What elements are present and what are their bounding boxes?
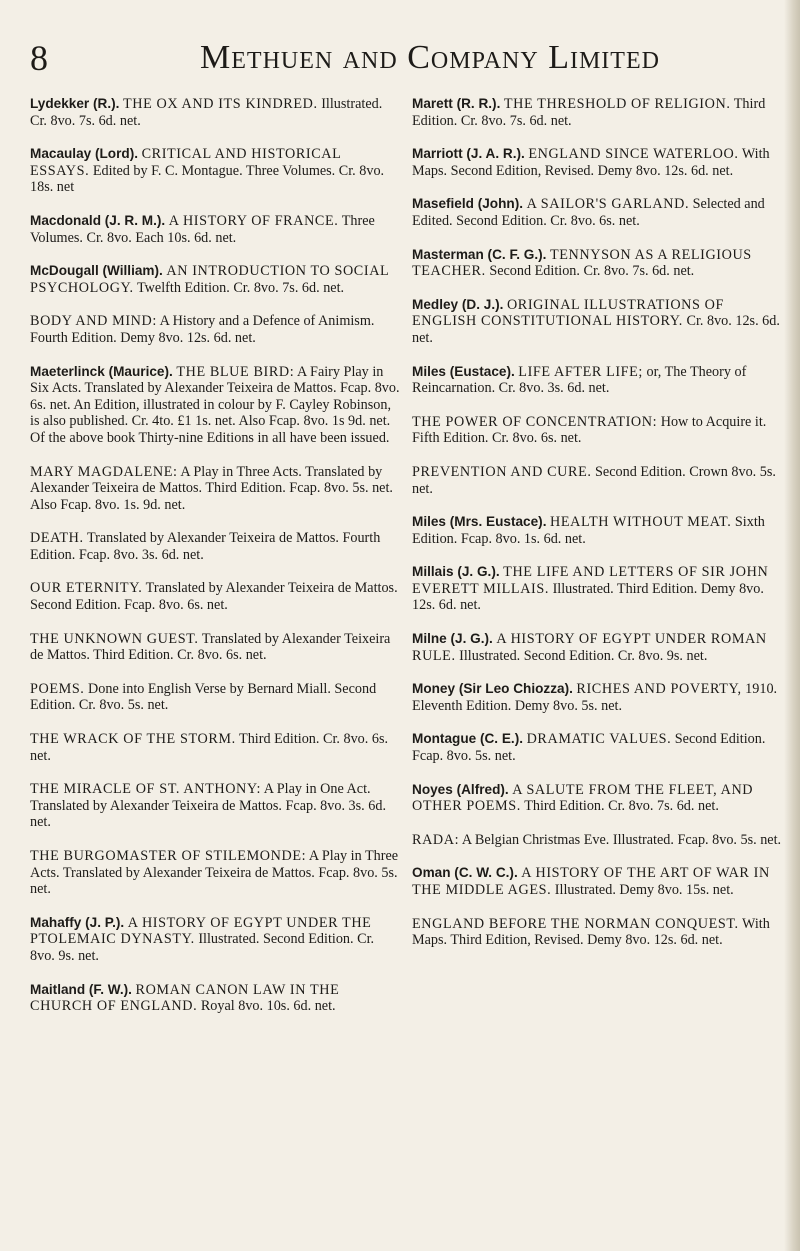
catalogue-entry [412,247,782,280]
entry-details: A Play in Three Acts. Translated by Alexander Teixeira de Mattos. Fcap. 8vo. 5s. net. [30,848,399,898]
entry-details: A Play in One Act. Translated by Alexander Teixeira de Mattos. Fcap. 8vo. 3s. 6d. net. [30,781,386,831]
entry-details: 1910. Eleventh Edition. Demy 8vo. 5s. net. [412,681,778,714]
entry-details: A Belgian Christmas Eve. Illustrated. Fcap. 8vo. 5s. net. [461,831,782,848]
catalogue-entry [412,414,782,447]
entry-details: Second Edition. Cr. 8vo. 7s. 6d. net. [489,263,695,280]
entry-title: THE MIRACLE OF ST. ANTHONY: [30,781,261,798]
entry-title: DRAMATIC VALUES. [526,731,672,748]
catalogue-entry [30,731,400,764]
entry-details: Translated by Alexander Teixeira de Mattos. Second Edition. Fcap. 8vo. 6s. net. [30,580,398,614]
entry-details: Translated by Alexander Teixeira de Mattos. Fourth Edition. Fcap. 8vo. 3s. 6d. net. [30,530,381,563]
entry-author: Medley (D. J.). [412,296,504,312]
entry-details: Illustrated. Second Edition. Cr. 8vo. 9s. net. [30,931,375,964]
entry-author: Macaulay (Lord). [30,146,139,162]
catalogue-entry [412,631,782,664]
entry-title: RICHES AND POVERTY, [576,681,742,698]
entry-details: Second Edition. Crown 8vo. 5s. net. [412,463,776,497]
entry-author: Montague (C. E.). [412,731,524,747]
entry-details: How to Acquire it. Fifth Edition. Cr. 8vo. 6s. net. [412,413,767,447]
entry-details: or, The Theory of Reincarnation. Cr. 8vo. 3s. 6d. net. [412,363,747,397]
entry-title: MARY MAGDALENE: [30,463,178,480]
entry-details: Third Edition. Cr. 8vo. 7s. 6d. net. [412,96,766,129]
entry-details: Cr. 8vo. 12s. 6d. net. [412,313,780,346]
entry-title: A HISTORY OF FRANCE. [168,212,339,229]
catalogue-entry [30,631,400,664]
entry-details: Done into English Verse by Bernard Miall. Second Edition. Cr. 8vo. 5s. net. [30,680,377,714]
entry-title: OUR ETERNITY. [30,580,143,597]
entry-author: Marriott (J. A. R.). [412,146,525,162]
entry-author: Milne (J. G.). [412,631,493,647]
entry-details: Royal 8vo. 10s. 6d. net. [200,998,336,1015]
entry-details: Illustrated. Third Edition. Demy 8vo. 12s. 6d. net. [412,580,764,614]
entry-title: A SALUTE FROM THE FLEET, AND OTHER POEMS. [412,781,754,815]
entry-title: A HISTORY OF THE ART OF WAR IN THE MIDDLE AGES. [412,865,770,898]
entry-title: CRITICAL AND HISTORICAL ESSAYS. [30,146,341,179]
catalogue-entry [412,865,782,898]
catalogue-entry [30,781,400,831]
entry-author: Maeterlinck (Maurice). [30,363,173,379]
catalogue-entry [412,196,782,229]
entry-title: A SAILOR'S GARLAND. [526,196,690,213]
catalogue-entry [412,146,782,179]
entry-details: Illustrated. Second Edition. Cr. 8vo. 9s. net. [459,647,708,664]
catalogue-entry [412,297,782,347]
entry-title: ORIGINAL ILLUSTRATIONS OF ENGLISH CONSTITUTIONAL HISTORY. [412,296,724,330]
catalogue-entry [412,731,782,764]
entry-details: Selected and Edited. Second Edition. Cr. 8vo. 6s. net. [412,196,765,229]
entry-title: THE WRACK OF THE STORM. [30,731,236,748]
catalogue-entry [30,681,400,714]
entry-author: Miles (Eustace). [412,363,515,379]
entry-title: DEATH. [30,530,84,547]
page-edge [784,0,800,1251]
entry-author: Oman (C. W. C.). [412,865,518,881]
page-header [30,38,770,78]
entry-author: Masefield (John). [412,196,524,212]
entry-title: POEMS. [30,680,85,697]
catalogue-entry [412,96,782,129]
catalogue-entry [30,580,400,613]
entry-title: THE POWER OF CONCENTRATION: [412,413,658,430]
catalogue-entry [30,146,400,196]
right-column [412,96,782,966]
entry-details: A History and a Defence of Animism. Fourth Edition. Demy 8vo. 12s. 6d. net. [30,313,375,346]
catalogue-entry [412,916,782,949]
entry-author: Marett (R. R.). [412,96,501,111]
entry-title: ENGLAND BEFORE THE NORMAN CONQUEST. [412,915,739,932]
catalogue-entry [412,832,782,849]
entry-details: Third Edition. Cr. 8vo. 7s. 6d. net. [524,798,719,815]
catalogue-entry [30,213,400,246]
entry-title: LIFE AFTER LIFE; [518,363,643,380]
entry-title: THE LIFE AND LETTERS OF SIR JOHN EVERETT MILLAIS. [412,564,769,597]
entry-author: McDougall (William). [30,263,163,279]
entry-title: BODY AND MIND: [30,313,157,330]
entry-details: With Maps. Second Edition, Revised. Demy 8vo. 12s. 6d. net. [412,146,770,179]
catalogue-entry [30,848,400,898]
entry-author: Lydekker (R.). [30,96,120,111]
catalogue-entry [30,915,400,965]
entry-title: ROMAN CANON LAW IN THE CHURCH OF ENGLAND. [30,981,340,1015]
entry-details: Third Edition. Cr. 8vo. 6s. net. [30,731,389,764]
entry-details: Second Edition. Fcap. 8vo. 5s. net. [412,731,766,765]
entry-details: Translated by Alexander Teixeira de Mattos. Third Edition. Cr. 8vo. 6s. net. [30,630,391,664]
catalogue-entry [412,364,782,397]
entry-author: Macdonald (J. R. M.). [30,212,166,228]
catalogue-entry [30,313,400,346]
catalogue-entry [412,464,782,497]
entry-details: Sixth Edition. Fcap. 8vo. 1s. 6d. net. [412,514,765,547]
running-title: Methuen and Company Limited [200,39,660,76]
entry-details: Illustrated. Cr. 8vo. 7s. 6d. net. [30,96,383,129]
entry-details: Twelfth Edition. Cr. 8vo. 7s. 6d. net. [137,279,345,296]
entry-details: Edited by F. C. Montague. Three Volumes. Cr. 8vo. 18s. net [30,162,385,196]
catalogue-entry [412,782,782,815]
catalogue-entry [30,263,400,296]
left-column [30,96,400,1032]
entry-details: Illustrated. Demy 8vo. 15s. net. [554,882,734,898]
entry-title: A HISTORY OF EGYPT UNDER THE PTOLEMAIC DYNASTY. [30,914,372,948]
entry-title: THE OX AND ITS KINDRED. [122,96,318,112]
entry-details: Three Volumes. Cr. 8vo. Each 10s. 6d. net. [30,212,375,246]
entry-author: Millais (J. G.). [412,564,500,580]
entry-title: THE THRESHOLD OF RELIGION. [503,96,731,112]
entry-title: ENGLAND SINCE WATERLOO. [528,146,739,163]
entry-author: Maitland (F. W.). [30,981,132,997]
entry-author: Mahaffy (J. P.). [30,914,125,930]
entry-title: A HISTORY OF EGYPT UNDER ROMAN RULE. [412,631,767,664]
page-number: 8 [30,38,48,78]
entry-title: RADA: [412,831,460,848]
entry-title: HEALTH WITHOUT MEAT. [550,514,732,531]
entry-details: A Play in Three Acts. Translated by Alexander Teixeira de Mattos. Third Edition. Fcap. 8vo. 5s. net. Also Fcap. 8vo. 1s. 9d. net. [30,463,393,513]
entry-details: With Maps. Third Edition, Revised. Demy 8vo. 12s. 6d. net. [412,915,770,949]
entry-title: TENNYSON AS A RELIGIOUS TEACHER. [412,246,752,280]
catalogue-entry [30,464,400,514]
entry-title: AN INTRODUCTION TO SOCIAL PSYCHOLOGY. [30,263,389,296]
entry-author: Money (Sir Leo Chiozza). [412,681,573,697]
entry-author: Miles (Mrs. Eustace). [412,514,547,530]
catalogue-entry [412,514,782,547]
entry-title: THE UNKNOWN GUEST. [30,630,199,647]
entry-title: THE BURGOMASTER OF STILEMONDE: [30,848,307,864]
catalogue-entry [30,530,400,563]
catalogue-entry [412,681,782,714]
entry-title: THE BLUE BIRD: [176,363,295,380]
catalogue-entry [30,364,400,447]
catalogue-entry [412,564,782,614]
entry-details: A Fairy Play in Six Acts. Translated by Alexander Teixeira de Mattos. Fcap. 8vo. 6s. net. An Edition, illustrated in colour by F. Cayley Robinson, is also published. Cr. 4to. £1 1s. net. Also Fcap. 8vo. 1s 9d. net. Of the above book Thirty-nine Editions in all have been issued. [30,363,400,446]
entry-title: PREVENTION AND CURE. [412,463,592,480]
catalogue-entry [30,96,400,129]
entry-author: Noyes (Alfred). [412,781,509,797]
entry-author: Masterman (C. F. G.). [412,246,547,262]
catalogue-entry [30,982,400,1015]
